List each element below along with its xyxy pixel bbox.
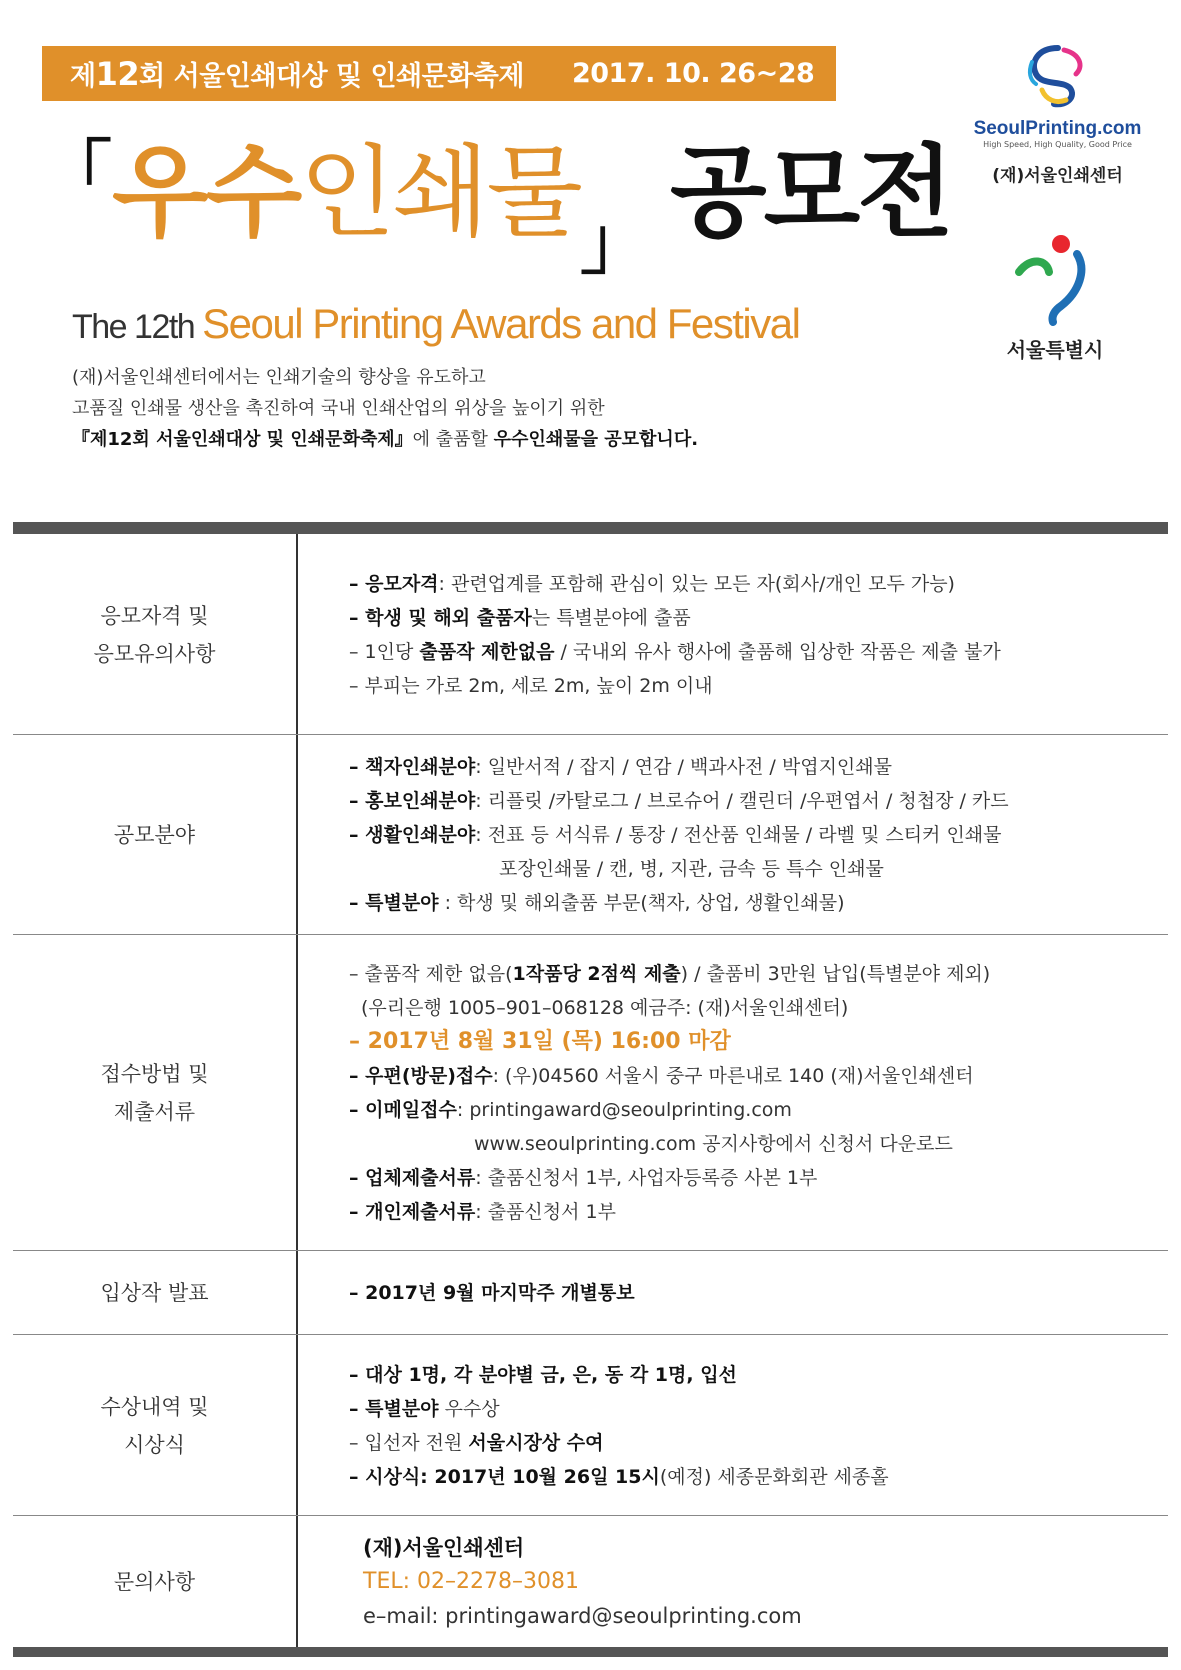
row-content: [349, 1251, 1158, 1335]
subtitle-prefix: The 12th: [72, 308, 203, 346]
row-content: [349, 935, 1158, 1251]
content-line: – 1인당 출품작 제한없음 / 국내외 유사 행사에 출품해 입상한 작품은 제출 불가: [349, 640, 1001, 663]
label-line: 공모분야: [113, 823, 196, 847]
row-awards: [13, 1335, 1168, 1516]
contact-org: (재)서울인쇄센터: [363, 1535, 525, 1560]
content-line: – 우편(방문)접수: (우)04560 서울시 중구 마른내로 140 (재)서울인쇄센터: [349, 1065, 974, 1087]
contact-phone: TEL: 02–2278–3081: [363, 1568, 579, 1594]
content-line: – 홍보인쇄분야: 리플릿 /카탈로그 / 브로슈어 / 캘린더 /우편엽서 / 청첩장 / 카드: [349, 790, 1009, 812]
content-line: – 부피는 가로 2m, 세로 2m, 높이 2m 이내: [349, 674, 713, 697]
content-line: – 출품작 제한 없음(1작품당 2점씩 제출) / 출품비 3만원 납입(특별분야 제외): [349, 963, 991, 985]
title-contest: 공모전: [670, 134, 951, 251]
org-name-seoul: 서울특별시: [1006, 338, 1104, 362]
page-title: [42, 132, 951, 284]
event-banner: [42, 46, 836, 101]
english-subtitle: [72, 300, 799, 348]
label-line: 접수방법 및: [100, 1062, 209, 1086]
content-line: – 대상 1명, 각 분야별 금, 은, 동 각 1명, 입선: [349, 1363, 737, 1386]
content-line: – 학생 및 해외 출품자는 특별분야에 출품: [349, 606, 691, 629]
label-line: 제출서류: [113, 1100, 196, 1124]
content-line: 포장인쇄물 / 캔, 병, 지관, 금속 등 특수 인쇄물: [499, 858, 884, 880]
row-announcement: [13, 1251, 1168, 1335]
brand-name: [970, 118, 1145, 140]
row-categories: [13, 735, 1168, 935]
banner-number: 12: [95, 54, 140, 93]
intro-festival-name: 『제12회 서울인쇄대상 및 인쇄문화축제』: [72, 429, 413, 450]
banner-prefix: 제: [70, 61, 96, 92]
brand-main: SeoulPrinting: [973, 118, 1098, 139]
content-line: – 개인제출서류: 출품신청서 1부: [349, 1201, 616, 1223]
org-name-center: (재)서울인쇄센터: [992, 166, 1123, 186]
row-submission: [13, 935, 1168, 1251]
content-line: – 시상식: 2017년 10월 26일 15시(예정) 세종문화회관 세종홀: [349, 1465, 889, 1488]
seoulprinting-logo: [970, 40, 1145, 186]
intro-line-3: [72, 424, 698, 455]
intro-line-2: 고품질 인쇄물 생산을 촉진하여 국내 인쇄산업의 위상을 높이기 위한: [72, 398, 605, 419]
row-label: [13, 1251, 296, 1335]
title-close-bracket: 」: [580, 202, 651, 284]
intro-mid: 에 출품할: [412, 429, 494, 450]
row-label: [13, 935, 296, 1251]
content-line: – 이메일접수: printingaward@seoulprinting.com: [349, 1099, 792, 1121]
row-content: [349, 534, 1158, 735]
deadline-line: – 2017년 8월 31일 (목) 16:00 마감: [349, 1029, 731, 1054]
label-line: 시상식: [124, 1432, 185, 1457]
subtitle-highlight: Seoul Printing Awards and Festival: [202, 300, 800, 347]
content-line: – 응모자격: 관련업계를 포함해 관심이 있는 모든 자(회사/개인 모두 가능): [349, 572, 955, 595]
banner-date: 2017. 10. 26~28: [571, 58, 815, 89]
row-label: [13, 1335, 296, 1516]
label-line: 수상내역 및: [100, 1394, 209, 1419]
row-label: [13, 735, 296, 935]
brand-suffix: .com: [1097, 118, 1142, 139]
content-line: – 생활인쇄분야: 전표 등 서식류 / 통장 / 전산품 인쇄물 / 라벨 및 스티커 인쇄물: [349, 824, 1002, 846]
row-content: [349, 1335, 1158, 1516]
title-open-bracket: 「: [42, 132, 112, 214]
content-line: (우리은행 1005–901–068128 예금주: (재)서울인쇄센터): [361, 997, 849, 1019]
row-eligibility: [13, 534, 1168, 735]
title-part-excellent: 우수: [112, 134, 300, 251]
seoulprinting-swirl-icon: [1018, 40, 1098, 112]
content-line: – 책자인쇄분야: 일반서적 / 잡지 / 연감 / 백과사전 / 박엽지인쇄물: [349, 756, 892, 778]
content-line: – 입선자 전원 서울시장상 수여: [349, 1431, 604, 1454]
info-table: [13, 522, 1168, 1657]
row-label: [13, 1516, 296, 1647]
row-content: [349, 735, 1158, 935]
label-line: 응모유의사항: [93, 641, 216, 666]
intro-call: 우수인쇄물을 공모합니다.: [493, 429, 699, 450]
contact-email: e–mail: printingaward@seoulprinting.com: [363, 1603, 802, 1628]
row-label: [13, 534, 296, 735]
intro-text: [72, 362, 698, 455]
brand-tagline: High Speed, High Quality, Good Price: [983, 140, 1132, 149]
intro-line-1: (재)서울인쇄센터에서는 인쇄기술의 향상을 유도하고: [72, 367, 486, 388]
row-contact: [13, 1516, 1168, 1647]
content-line: – 업체제출서류: 출품신청서 1부, 사업자등록증 사본 1부: [349, 1167, 818, 1189]
seoul-city-logo: [980, 226, 1130, 363]
label-line: 입상작 발표: [100, 1281, 209, 1305]
banner-title: 회 서울인쇄대상 및 인쇄문화축제: [139, 61, 524, 92]
content-line: – 특별분야 우수상: [349, 1397, 500, 1420]
content-line: – 특별분야 : 학생 및 해외출품 부문(책자, 상업, 생활인쇄물): [349, 892, 845, 914]
label-line: 문의사항: [113, 1569, 196, 1594]
label-line: 응모자격 및: [100, 603, 209, 628]
seoul-city-emblem-icon: [1005, 226, 1105, 326]
title-part-print: 인쇄물: [299, 134, 581, 251]
content-line: – 2017년 9월 마지막주 개별통보: [349, 1282, 635, 1304]
content-line: www.seoulprinting.com 공지사항에서 신청서 다운로드: [474, 1133, 953, 1155]
row-content: [363, 1516, 1158, 1647]
